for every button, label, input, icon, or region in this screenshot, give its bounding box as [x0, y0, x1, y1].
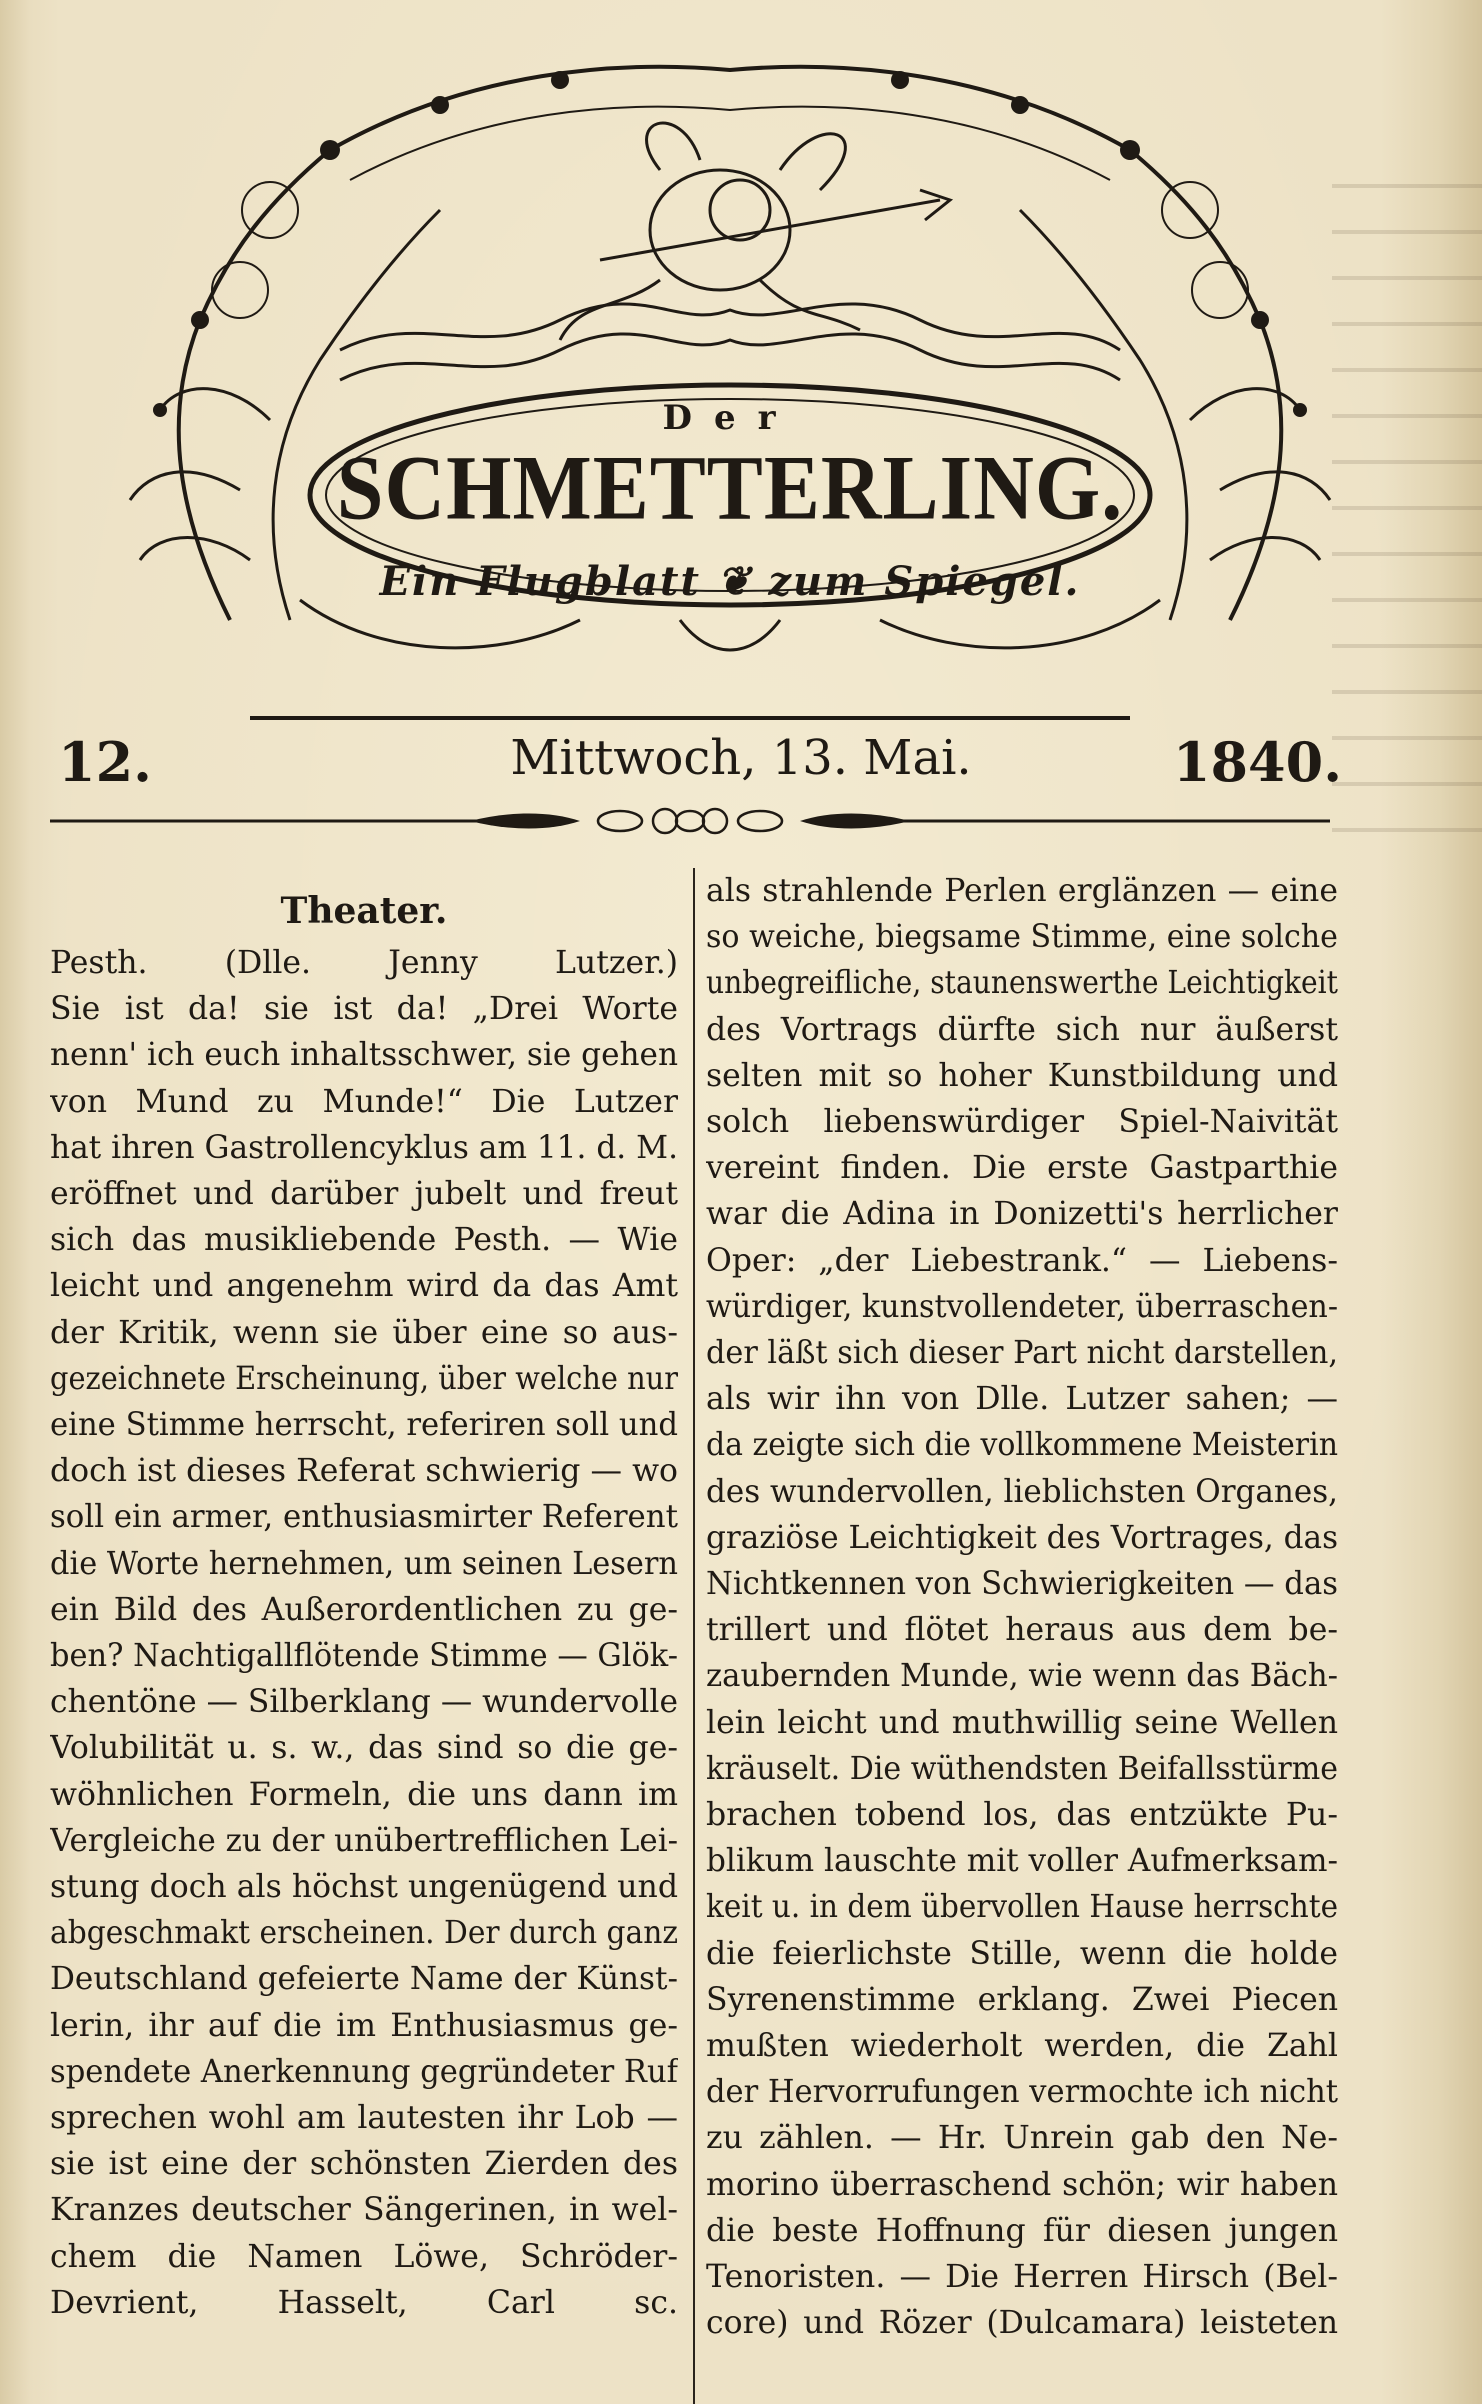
- text-line: so weiche, biegsame Stimme, eine solche: [706, 919, 1338, 956]
- text-line: abgeschmakt erscheinen. Der durch ganz: [50, 1915, 678, 1952]
- masthead-subtitle: [120, 558, 1340, 605]
- text-line: sich das musikliebende Pesth. — Wie: [50, 1222, 678, 1259]
- text-line: nenn' ich euch inhaltsschwer, sie gehen: [50, 1037, 678, 1074]
- text-line: des wundervollen, lieblichsten Organes,: [706, 1473, 1338, 1510]
- masthead-article: Der: [662, 398, 798, 438]
- text-line: trillert und flötet heraus aus dem be-: [706, 1612, 1338, 1649]
- text-line: solch liebenswürdiger Spiel-Naivität: [706, 1104, 1338, 1141]
- text-line: Volubilität u. s. w., das sind so die ge-: [50, 1730, 678, 1767]
- text-line: Sie ist da! sie ist da! „Drei Worte: [50, 991, 678, 1028]
- text-line: der Hervorrufungen vermochte ich nicht: [706, 2074, 1338, 2111]
- text-line: war die Adina in Donizetti's herrlicher: [706, 1196, 1338, 1233]
- text-line: morino überraschend schön; wir haben: [706, 2166, 1338, 2203]
- text-line: die beste Hoffnung für diesen jungen: [706, 2212, 1338, 2249]
- article-heading: Theater.: [280, 890, 448, 932]
- text-line: die Worte hernehmen, um seinen Lesern: [50, 1545, 678, 1582]
- text-line: vereint finden. Die erste Gastparthie: [706, 1150, 1338, 1187]
- text-line: des Vortrags dürfte sich nur äußerst: [706, 1011, 1338, 1048]
- text-line: Tenoristen. — Die Herren Hirsch (Bel-: [706, 2259, 1338, 2296]
- right-column: [706, 868, 1338, 2347]
- dateline-rule: [250, 716, 1130, 720]
- text-line: der läßt sich dieser Part nicht darstellen,: [706, 1335, 1338, 1372]
- ornamental-rule: [50, 806, 1330, 836]
- text-line: von Mund zu Munde!“ Die Lutzer: [50, 1083, 678, 1120]
- text-line: Kranzes deutscher Sängerinen, in wel-: [50, 2192, 678, 2229]
- text-line: spendete Anerkennung gegründeter Ruf: [50, 2053, 678, 2090]
- masthead: [120, 60, 1340, 680]
- issue-number: 12.: [58, 730, 152, 794]
- masthead-subtitle-right: zum Spiegel.: [768, 558, 1081, 605]
- text-line: Vergleiche zu der unübertrefflichen Lei-: [50, 1822, 678, 1859]
- text-line: doch ist dieses Referat schwierig — wo: [50, 1453, 678, 1490]
- text-line: keit u. in dem übervollen Hause herrschte: [706, 1889, 1338, 1926]
- text-line: die feierlichste Stille, wenn die holde: [706, 1935, 1338, 1972]
- text-line: graziöse Leichtigkeit des Vortrages, das: [706, 1519, 1338, 1556]
- left-column: [50, 868, 678, 2326]
- text-line: gezeichnete Erscheinung, über welche nur: [50, 1360, 678, 1397]
- text-line: ein Bild des Außerordentlichen zu ge-: [50, 1591, 678, 1628]
- text-line: stung doch als höchst ungenügend und: [50, 1869, 678, 1906]
- text-line: zaubernden Munde, wie wenn das Bäch-: [706, 1658, 1338, 1695]
- text-line: hat ihren Gastrollencyklus am 11. d. M.: [50, 1129, 678, 1166]
- text-line: als wir ihn von Dlle. Lutzer sahen; —: [706, 1381, 1338, 1418]
- text-line: sprechen wohl am lautesten ihr Lob —: [50, 2100, 678, 2137]
- text-line: zu zählen. — Hr. Unrein gab den Ne-: [706, 2120, 1338, 2157]
- dateline-date: Mittwoch, 13. Mai.: [510, 730, 972, 786]
- text-line: würdiger, kunstvollendeter, überraschen-: [706, 1288, 1338, 1325]
- text-line: sie ist eine der schönsten Zierden des: [50, 2146, 678, 2183]
- text-line: kräuselt. Die wüthendsten Beifallsstürme: [706, 1750, 1338, 1787]
- masthead-title: SCHMETTERLING.: [336, 437, 1124, 540]
- text-line: Deutschland gefeierte Name der Künst-: [50, 1961, 678, 1998]
- issue-year: 1840.: [1172, 730, 1342, 794]
- text-line: Pesth. (Dlle. Jenny Lutzer.): [50, 945, 678, 981]
- text-line: mußten wiederholt werden, die Zahl: [706, 2028, 1338, 2065]
- text-line: lein leicht und muthwillig seine Wellen: [706, 1704, 1338, 1741]
- text-line: unbegreifliche, staunenswerthe Leichtigkeit: [706, 965, 1338, 1002]
- text-line: leicht und angenehm wird da das Amt: [50, 1268, 678, 1305]
- masthead-subtitle-left: Ein Flugblatt: [379, 558, 701, 605]
- text-line: selten mit so hoher Kunstbildung und: [706, 1057, 1338, 1094]
- masthead-flourish-icon: ❦: [716, 558, 769, 605]
- text-line: blikum lauschte mit voller Aufmerksam-: [706, 1843, 1338, 1880]
- text-line: der Kritik, wenn sie über eine so aus-: [50, 1314, 678, 1351]
- text-line: Oper: „der Liebestrank.“ — Liebens-: [706, 1242, 1338, 1279]
- text-line: chentöne — Silberklang — wundervolle: [50, 1684, 678, 1721]
- text-line: soll ein armer, enthusiasmirter Referent: [50, 1499, 678, 1536]
- text-line: lerin, ihr auf die im Enthusiasmus ge-: [50, 2007, 678, 2044]
- text-line: Devrient, Hasselt, Carl sc.: [50, 2284, 678, 2321]
- text-line: chem die Namen Löwe, Schröder-: [50, 2238, 678, 2275]
- text-line: als strahlende Perlen erglänzen — eine: [706, 873, 1338, 909]
- text-line: da zeigte sich die vollkommene Meisterin: [706, 1427, 1338, 1464]
- text-line: eröffnet und darüber jubelt und freut: [50, 1176, 678, 1213]
- text-line: brachen tobend los, das entzükte Pu-: [706, 1797, 1338, 1834]
- column-divider: [693, 868, 695, 2404]
- text-line: ben? Nachtigallflötende Stimme — Glök-: [50, 1638, 678, 1675]
- text-line: Syrenenstimme erklang. Zwei Piecen: [706, 1981, 1338, 2018]
- text-line: Nichtkennen von Schwierigkeiten — das: [706, 1566, 1338, 1603]
- text-line: wöhnlichen Formeln, die uns dann im: [50, 1776, 678, 1813]
- text-line: core) und Rözer (Dulcamara) leisteten: [706, 2305, 1338, 2342]
- text-line: eine Stimme herrscht, referiren soll und: [50, 1407, 678, 1444]
